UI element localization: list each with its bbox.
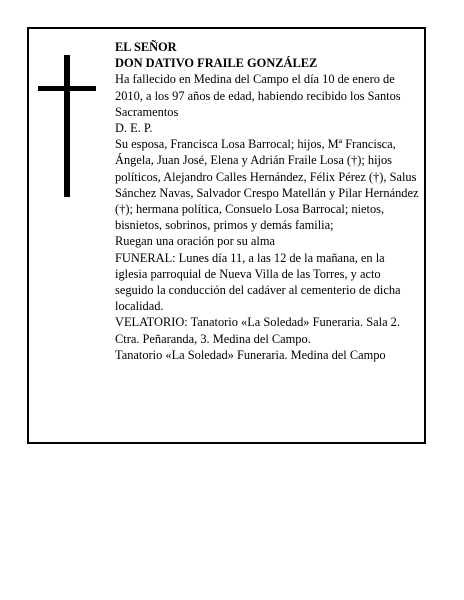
funeral-home-line: Tanatorio «La Soledad» Funeraria. Medina del Campo [115,347,386,362]
dep-line: D. E. P. [115,121,153,136]
latin-cross-icon [38,55,96,197]
cross-horizontal-bar [38,86,96,91]
funeral-details: FUNERAL: Lunes día 11, a las 12 de la mañana, en la iglesia parroquial de Nueva Villa de las Torres, y acto seguido la conducción del cadáver al cementerio de dicha localidad. [115,250,401,314]
family-list: Su esposa, Francisca Losa Barrocal; hijos, Mª Francisca, Ángela, Juan José, Elena y Adrián Fraile Losa (†); hijos políticos, Alejandro Calles Hernández, Félix Pérez (†), Salus Sánchez Navas, Salvador Crespo Matellán y Pilar Hernández (†); hermana política, Consuelo Losa Barrocal; nietos, bisnietos, sobrinos, primos y demás familia; [115,137,419,233]
cross-vertical-bar [64,55,70,197]
death-statement: Ha fallecido en Medina del Campo el día 10 de enero de 2010, a los 97 años de edad, habiendo recibido los Santos Sacramentos [115,72,401,119]
obituary-text [115,39,419,363]
deceased-name: DON DATIVO FRAILE GONZÁLEZ [115,56,318,71]
wake-details: VELATORIO: Tanatorio «La Soledad» Funeraria. Sala 2. Ctra. Peñaranda, 3. Medina del Campo. [115,315,400,346]
title-line: EL SEÑOR [115,40,177,54]
prayer-request: Ruegan una oración por su alma [115,234,275,249]
